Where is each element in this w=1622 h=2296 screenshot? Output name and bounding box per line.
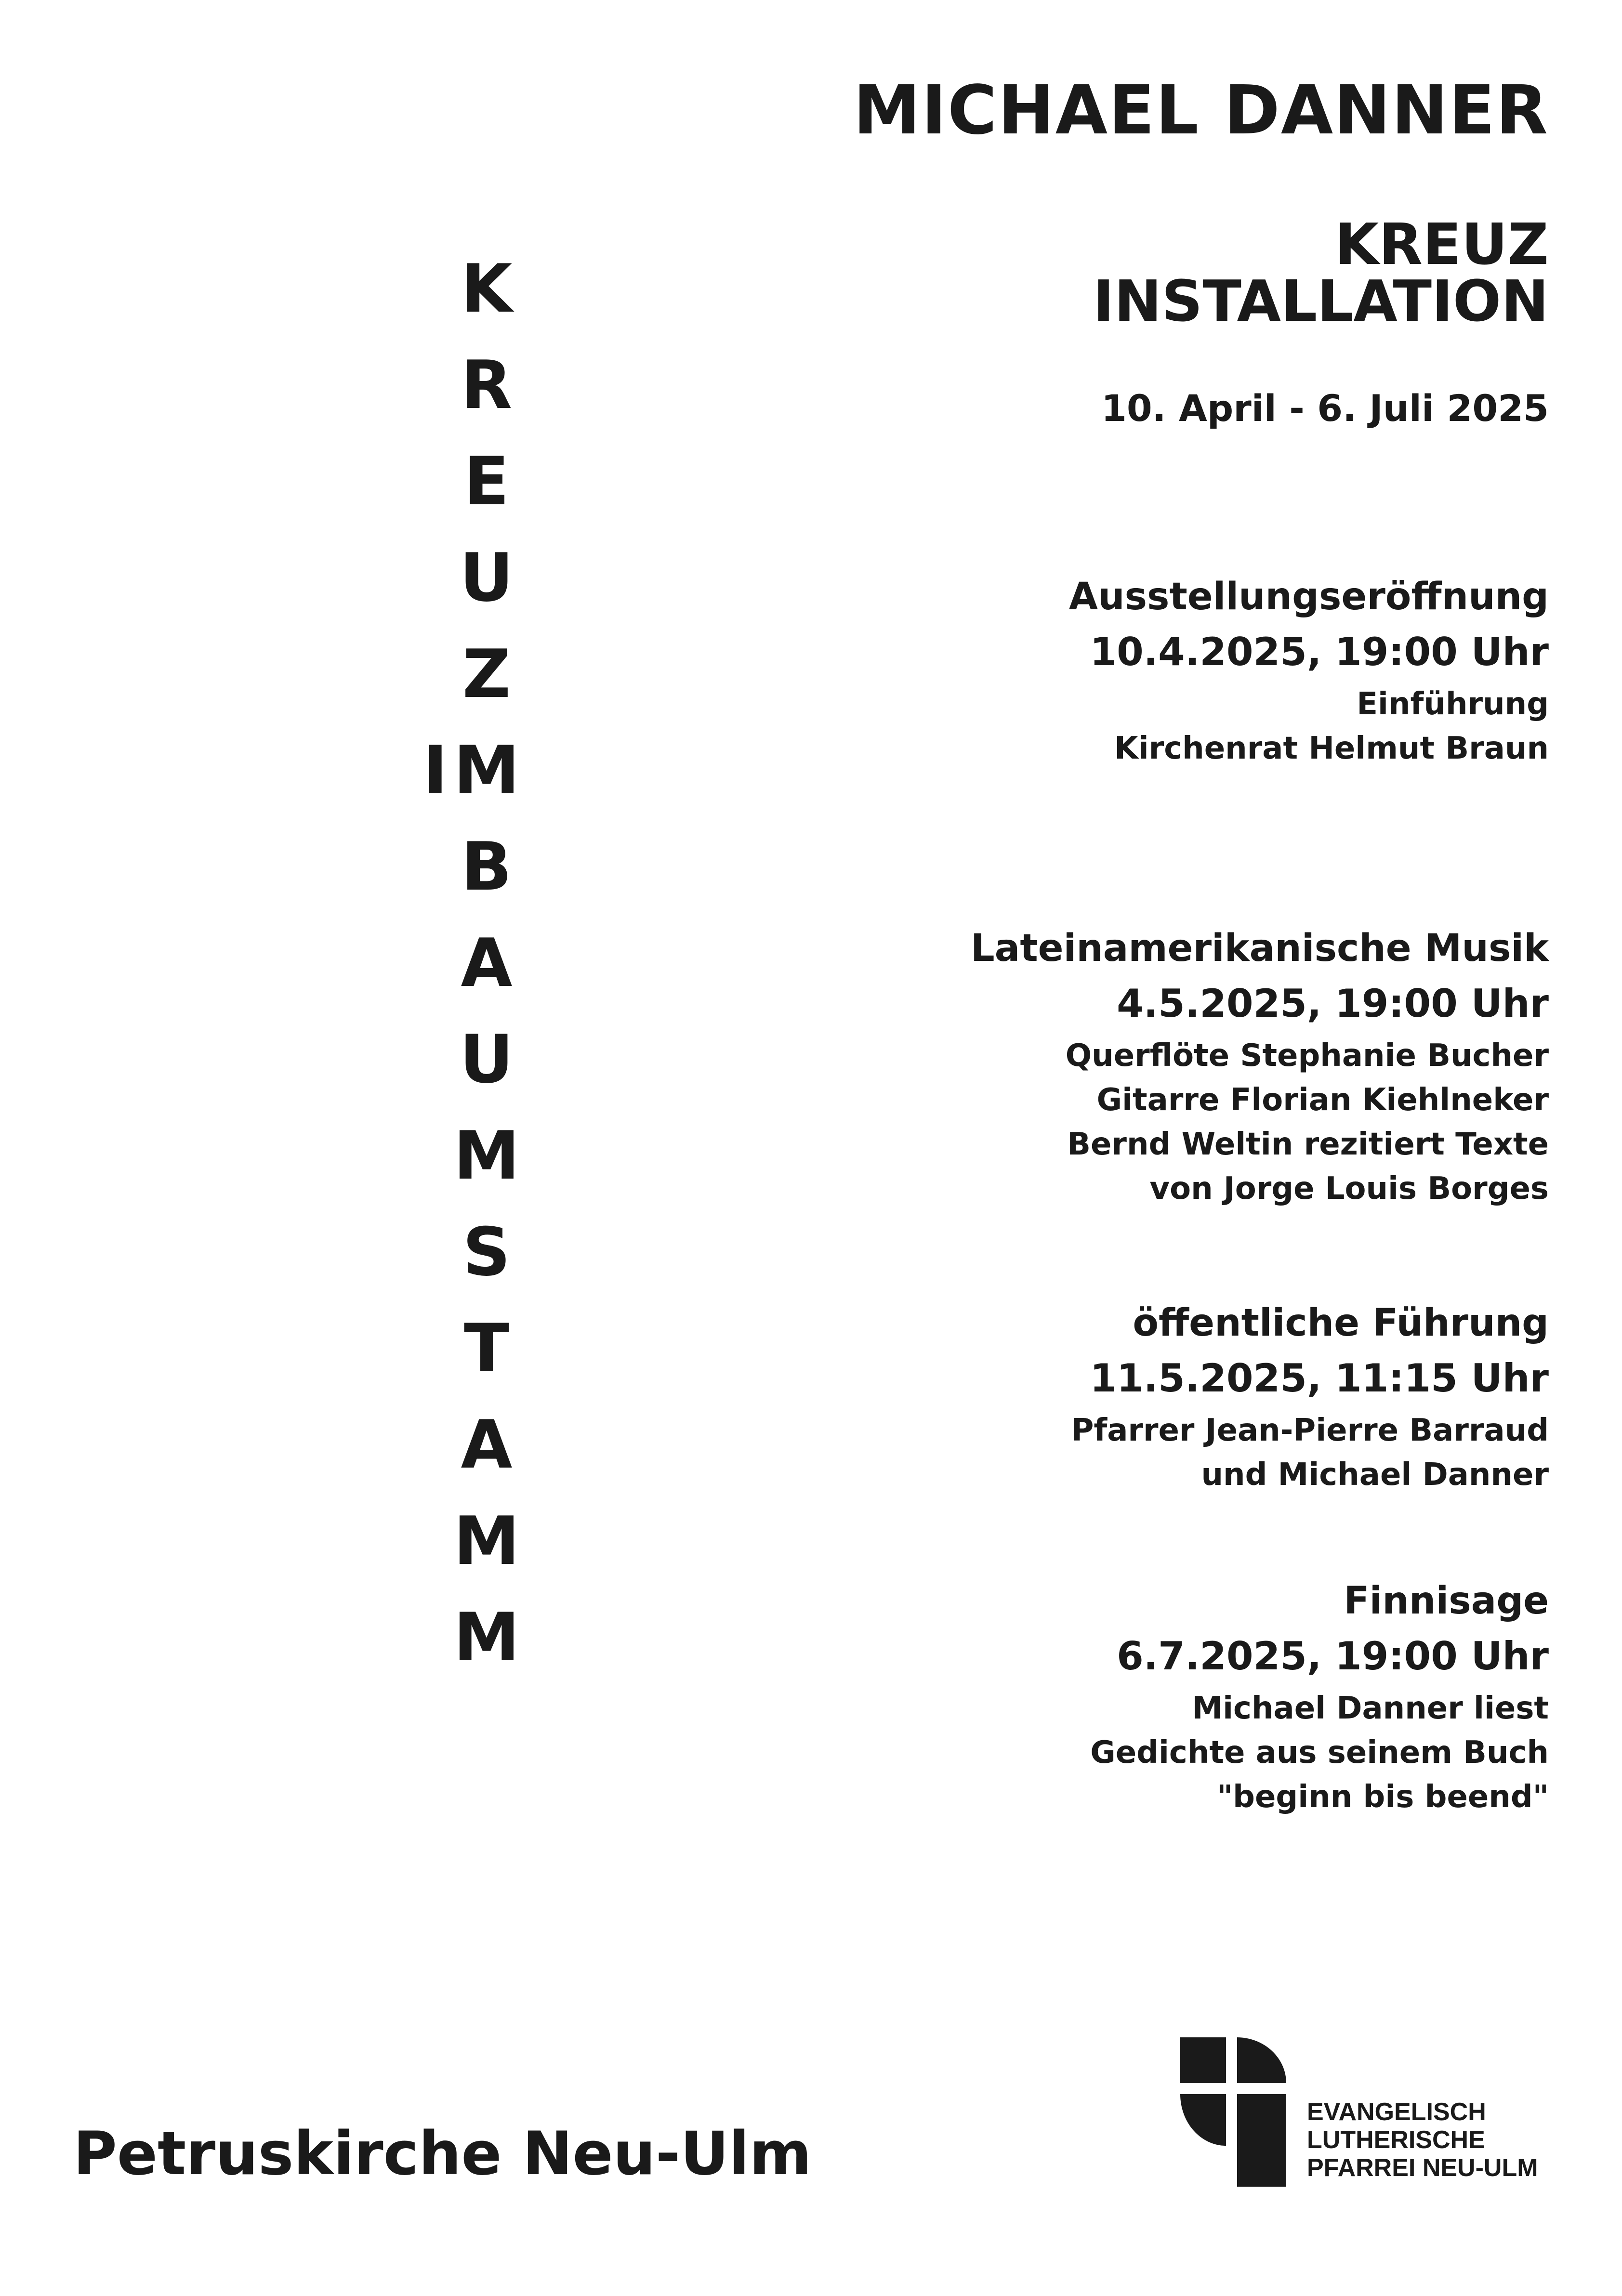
event-title: Lateinamerikanische Musik xyxy=(970,927,1549,970)
vertical-letter: K xyxy=(461,250,513,328)
vertical-letter: M xyxy=(453,1599,520,1676)
event-description xyxy=(1090,1686,1549,1819)
event-datetime: 10.4.2025, 19:00 Uhr xyxy=(1090,630,1549,674)
event-title: Ausstellungseröffnung xyxy=(1068,575,1549,618)
event-title: öffentliche Führung xyxy=(1133,1301,1549,1345)
vertical-letter: R xyxy=(461,346,513,424)
logo-line: LUTHERISCHE xyxy=(1307,2126,1485,2154)
event-4 xyxy=(1090,1579,1549,1819)
vertical-title-kreuz-im-baumstamm xyxy=(414,241,559,1686)
event-1 xyxy=(1068,575,1549,771)
vertical-letter: T xyxy=(463,1310,510,1387)
vertical-letter: U xyxy=(459,1021,514,1098)
event-description-line: Einführung xyxy=(1357,686,1549,722)
event-datetime: 6.7.2025, 19:00 Uhr xyxy=(1117,1634,1549,1679)
event-description-line: und Michael Danner xyxy=(1201,1457,1549,1493)
event-description-line: von Jorge Louis Borges xyxy=(1149,1171,1549,1207)
logo-line: EVANGELISCH xyxy=(1307,2098,1486,2126)
event-title: Finnisage xyxy=(1344,1579,1549,1623)
vertical-letter: M xyxy=(453,1502,520,1580)
event-datetime: 11.5.2025, 11:15 Uhr xyxy=(1090,1356,1549,1401)
vertical-letter: M xyxy=(453,732,520,809)
event-description xyxy=(971,1034,1549,1211)
vertical-letter-i: I xyxy=(423,732,448,809)
event-description-line: "beginn bis beend" xyxy=(1216,1779,1549,1815)
exhibition-title xyxy=(1093,211,1549,334)
vertical-letter: Z xyxy=(462,635,511,713)
event-description-line: Bernd Weltin rezitiert Texte xyxy=(1067,1127,1549,1162)
event-description-line: Gitarre Florian Kiehlneker xyxy=(1096,1082,1549,1118)
parish-logo-text xyxy=(1307,2098,1538,2182)
vertical-letter: U xyxy=(459,539,514,617)
event-description-line: Pfarrer Jean-Pierre Barraud xyxy=(1071,1413,1549,1448)
title-line-1: KREUZ xyxy=(1334,211,1549,277)
artist-name: MICHAEL DANNER xyxy=(853,71,1549,150)
event-description-line: Kirchenrat Helmut Braun xyxy=(1114,731,1549,766)
vertical-letter: A xyxy=(461,924,513,1002)
event-2 xyxy=(970,927,1549,1211)
event-description-line: Michael Danner liest xyxy=(1192,1691,1549,1726)
event-description-line: Querflöte Stephanie Bucher xyxy=(1065,1038,1549,1074)
venue-name: Petruskirche Neu-Ulm xyxy=(73,2119,812,2189)
title-line-2: INSTALLATION xyxy=(1093,268,1549,334)
vertical-letter: B xyxy=(461,828,512,905)
event-3 xyxy=(1071,1301,1549,1497)
vertical-letter: S xyxy=(462,1213,511,1291)
event-description xyxy=(1069,682,1549,771)
event-description-line: Gedichte aus seinem Buch xyxy=(1090,1735,1549,1771)
vertical-letter: A xyxy=(461,1406,513,1483)
exhibition-dates: 10. April - 6. Juli 2025 xyxy=(1101,387,1549,430)
event-datetime: 4.5.2025, 19:00 Uhr xyxy=(1117,981,1549,1026)
logo-line: PFARREI NEU-ULM xyxy=(1307,2154,1538,2182)
vertical-letter: E xyxy=(463,443,510,520)
event-description xyxy=(1071,1408,1549,1497)
vertical-letter: M xyxy=(453,1117,520,1194)
